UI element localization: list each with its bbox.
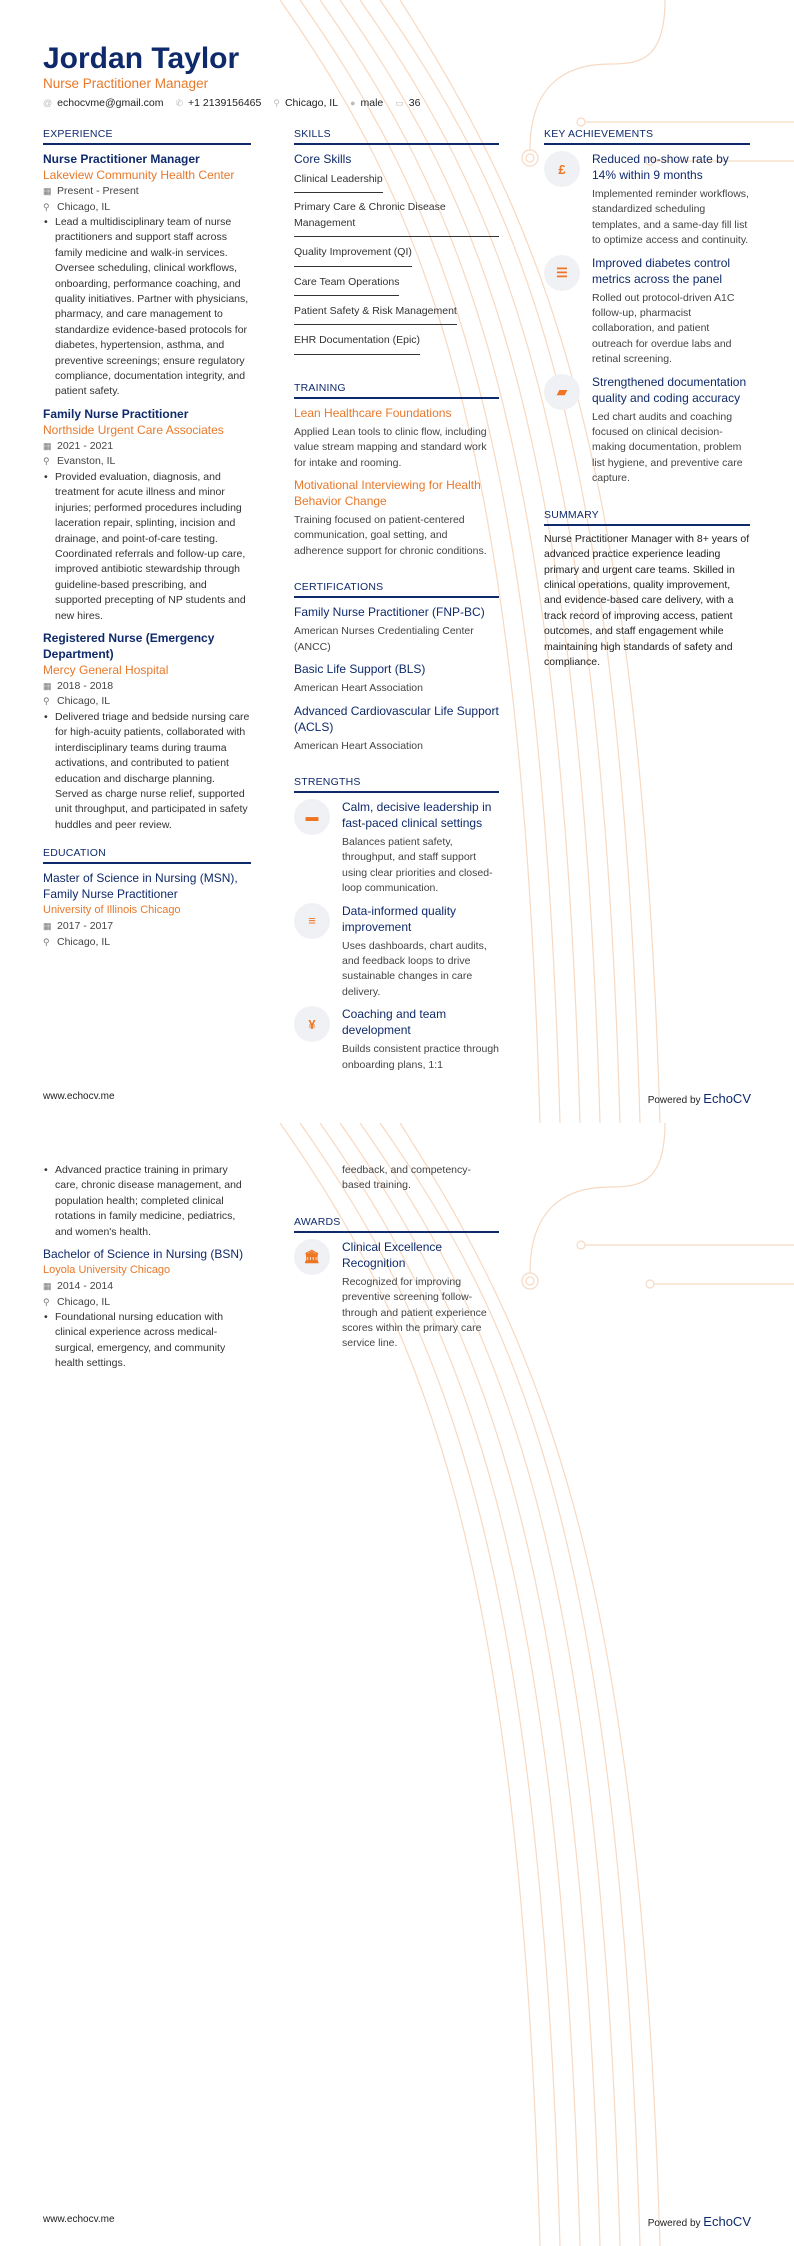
skill-item: Clinical Leadership [294,170,383,193]
brand-name: EchoCV [703,2214,751,2229]
coins-stack-icon: ☰ [544,255,580,291]
location [43,200,251,216]
skill-item: Primary Care & Chronic Disease Management [294,198,499,237]
summary-text: Nurse Practitioner Manager with 8+ years of advanced practice experience leading primary and urgent care teams. Skilled in clinical operations, quality improvement, and evidence-based care delivery, with a track record of improving access, patient outcomes, and staff engagement while maintaining high standards of safety and compliance. [544,532,750,668]
company: Northside Urgent Care Associates [43,422,224,437]
job-title: Registered Nurse (Emergency Department) [43,630,215,661]
location [43,1295,251,1311]
experience-section [43,128,251,833]
contact-age: ▭ 36 [395,97,421,109]
calendar-icon: ▭ [395,98,404,108]
bullet: • Lead a multidisciplinary team of nurse practitioners and support staff across family medicine and walk-in services. Oversee scheduling, clinical workflows, onboarding, performance coaching, and quality initiatives. Partner with physicians, pharmacy, and care management to standardize evidence-based protocols for diabetes, hypertension, asthma, and preventive screenings; ensure regulatory compliance, documentation integrity, and patient safety. [43,215,251,400]
contact-bar [43,97,420,109]
awards-section [294,1216,499,1352]
degree: Bachelor of Science in Nursing (BSN) [43,1247,244,1262]
bullet: • Advanced practice training in primary care, chronic disease management, and population health; completed clinical rotations in family medicine, pediatrics, and women's health. [43,1163,251,1240]
strength-item [294,1006,499,1073]
bank-icon: 🏛 [294,1239,330,1275]
location [43,454,251,470]
powered-by-text: Powered by [647,2218,701,2229]
footer-site-link[interactable]: www.echocv.me [43,2214,115,2225]
skill-item: Care Team Operations [294,273,399,296]
location-text: Chicago, IL [57,935,111,948]
bullet: • Delivered triage and bedside nursing care for high-acuity patients, collaborated with interdisciplinary teams during trauma activations, and contributed to patient education and discharge planning. Served as charge nurse relief, supported unit throughput, and participated in safety huddles and peer review. [43,710,251,833]
middle-column-continued [294,1163,499,1374]
section-heading: STRENGTHS [294,776,499,793]
dates [43,184,251,200]
bullet: • Provided evaluation, diagnosis, and treatment for acute illness and minor injuries; performed procedures including laceration repair, splinting, incision and drainage, and point-of-care testing. Coordinated referrals and follow-up care, improved antibiotic stewardship through guideline-based prescribing, and supported precepting of NP students and new hires. [43,470,251,624]
cert-issuer: American Nurses Credentialing Center (ANCC) [294,625,474,653]
at-icon: @ [43,98,53,108]
powered-by[interactable] [648,1091,751,1106]
company: Mercy General Hospital [43,662,169,677]
location-icon: ⚲ [43,456,50,467]
calendar-icon: ▦ [43,921,52,932]
contact-gender: ● male [350,97,384,109]
dates [43,439,251,455]
dates [43,679,251,695]
achievement-desc: Led chart audits and coaching focused on clinical decision-making documentation, problem list hygiene, and preventive care capture. [592,410,743,485]
location-text: Chicago, IL [57,200,111,213]
award-title: Clinical Excellence Recognition [342,1239,443,1270]
contact-location: ⚲ Chicago, IL [273,97,339,109]
resume-page-2 [0,1123,794,2246]
training-desc: Training focused on patient-centered communication, goal setting, and adherence support for chronic conditions. [294,514,487,557]
skill-item: Patient Safety & Risk Management [294,302,457,325]
middle-column [294,128,499,1095]
dates-text: 2014 - 2014 [57,1280,114,1293]
experience-item [43,151,251,400]
cert-title: Basic Life Support (BLS) [294,662,426,677]
achievement-item [544,151,750,249]
location-text: Chicago, IL [57,695,111,708]
achievement-title: Strengthened documentation quality and coding accuracy [592,374,747,405]
strength-item [294,799,499,897]
section-heading: SKILLS [294,128,499,145]
chat-icon: ▰ [544,374,580,410]
skill-item: EHR Documentation (Epic) [294,331,420,354]
candidate-title: Nurse Practitioner Manager [43,76,209,91]
section-heading: EDUCATION [43,847,251,864]
achievements-section [544,128,750,487]
achievement-desc: Implemented reminder workflows, standardized scheduling templates, and a same-day fill list to optimize access and continuity. [592,188,749,247]
degree: Master of Science in Nursing (MSN), Family Nurse Practitioner [43,871,238,902]
strength-title: Coaching and team development [342,1007,447,1038]
location-icon: ⚲ [43,936,50,947]
experience-item [43,630,251,833]
location-text: Evanston, IL [57,455,116,468]
location [43,694,251,710]
person-icon: ● [350,98,356,108]
strength-title: Data-informed quality improvement [342,903,457,934]
cert-title: Family Nurse Practitioner (FNP-BC) [294,605,485,620]
company: Lakeview Community Health Center [43,168,235,182]
dates-text: 2017 - 2017 [57,920,114,933]
skill-group-title: Core Skills [294,152,352,166]
achievement-title: Improved diabetes control metrics across the panel [592,255,731,286]
strength-title: Calm, decisive leadership in fast-paced clinical settings [342,799,492,830]
strength-desc: Builds consistent practice through onboarding plans, 1:1 [342,1043,500,1071]
left-column [43,128,251,972]
experience-item [43,406,251,624]
yen-coin-icon: ¥ [294,1006,330,1042]
section-heading: AWARDS [294,1216,499,1233]
strength-desc: Balances patient safety, throughput, and staff support using clear priorities and closed-loop communication. [342,835,493,895]
cert-issuer: American Heart Association [294,682,423,695]
battery-icon: ▬ [294,799,330,835]
page-footer [43,1091,751,1106]
dates-text: Present - Present [57,185,139,197]
left-column-continued [43,1163,251,1378]
location-icon: ⚲ [43,1296,50,1307]
candidate-name: Jordan Taylor [43,42,240,75]
powered-by-text: Powered by [647,1095,701,1106]
achievement-item [544,374,750,487]
contact-phone[interactable]: ✆ +1 2139156465 [175,97,262,109]
dates [43,919,251,935]
footer-site-link[interactable]: www.echocv.me [43,1091,115,1102]
training-desc: Applied Lean tools to clinic flow, including value stream mapping and standard work for intake and rooming. [294,425,487,469]
strength-desc: Uses dashboards, chart audits, and feedback loops to drive sustainable changes in care delivery. [342,939,487,998]
education-section [43,847,251,950]
skill-item: Quality Improvement (QI) [294,243,412,266]
dates-text: 2018 - 2018 [57,679,114,692]
calendar-icon: ▦ [43,440,52,451]
training-title: Motivational Interviewing for Health Behavior Change [294,478,481,509]
training-section [294,382,499,559]
cert-issuer: American Heart Association [294,739,423,752]
bullet: • Foundational nursing education with clinical experience across medical-surgical, emergency, and community health settings. [43,1310,251,1372]
school: University of Illinois Chicago [43,904,181,917]
achievement-item [544,255,750,368]
achievement-desc: Rolled out protocol-driven A1C follow-up, pharmacist collaboration, and patient outreach for overdue labs and retinal screening. [592,291,735,366]
school: Loyola University Chicago [43,1264,171,1277]
phone-icon: ✆ [175,98,184,108]
calendar-icon: ▦ [43,680,52,691]
section-heading: TRAINING [294,382,499,399]
dates [43,1279,251,1295]
strengths-section [294,776,499,1073]
award-desc: Recognized for improving preventive screening follow-through and patient experience scores within the primary care service line. [342,1275,487,1350]
right-column [544,128,750,692]
job-title: Family Nurse Practitioner [43,406,189,421]
dates-text: 2021 - 2021 [57,439,114,452]
section-heading: EXPERIENCE [43,128,251,145]
pound-coin-icon: £ [544,151,580,187]
strength-desc-continued: feedback, and competency-based training. [342,1164,471,1192]
page-footer [43,2214,751,2229]
summary-section [544,509,750,671]
achievement-title: Reduced no-show rate by 14% within 9 months [592,152,729,182]
location [43,935,251,951]
skills-section [294,128,499,360]
calendar-icon: ▦ [43,186,52,196]
training-title: Lean Healthcare Foundations [294,405,452,420]
location-text: Chicago, IL [57,1295,111,1308]
calendar-icon: ▦ [43,1281,52,1292]
strength-item [294,903,499,1001]
brand-name: EchoCV [703,1091,751,1106]
contact-email[interactable]: @ echocvme@gmail.com [43,97,164,109]
list-icon: ≡ [294,903,330,939]
location-icon: ⚲ [43,696,50,707]
section-heading: KEY ACHIEVEMENTS [544,128,750,145]
location-icon: ⚲ [43,201,50,212]
cert-title: Advanced Cardiovascular Life Support (ACLS) [294,703,499,734]
job-title: Nurse Practitioner Manager [43,152,200,166]
section-heading: CERTIFICATIONS [294,581,499,598]
certifications-section [294,581,499,754]
award-item [294,1239,499,1352]
location-icon: ⚲ [273,98,280,108]
powered-by[interactable] [648,2214,751,2229]
section-heading: SUMMARY [544,509,750,526]
